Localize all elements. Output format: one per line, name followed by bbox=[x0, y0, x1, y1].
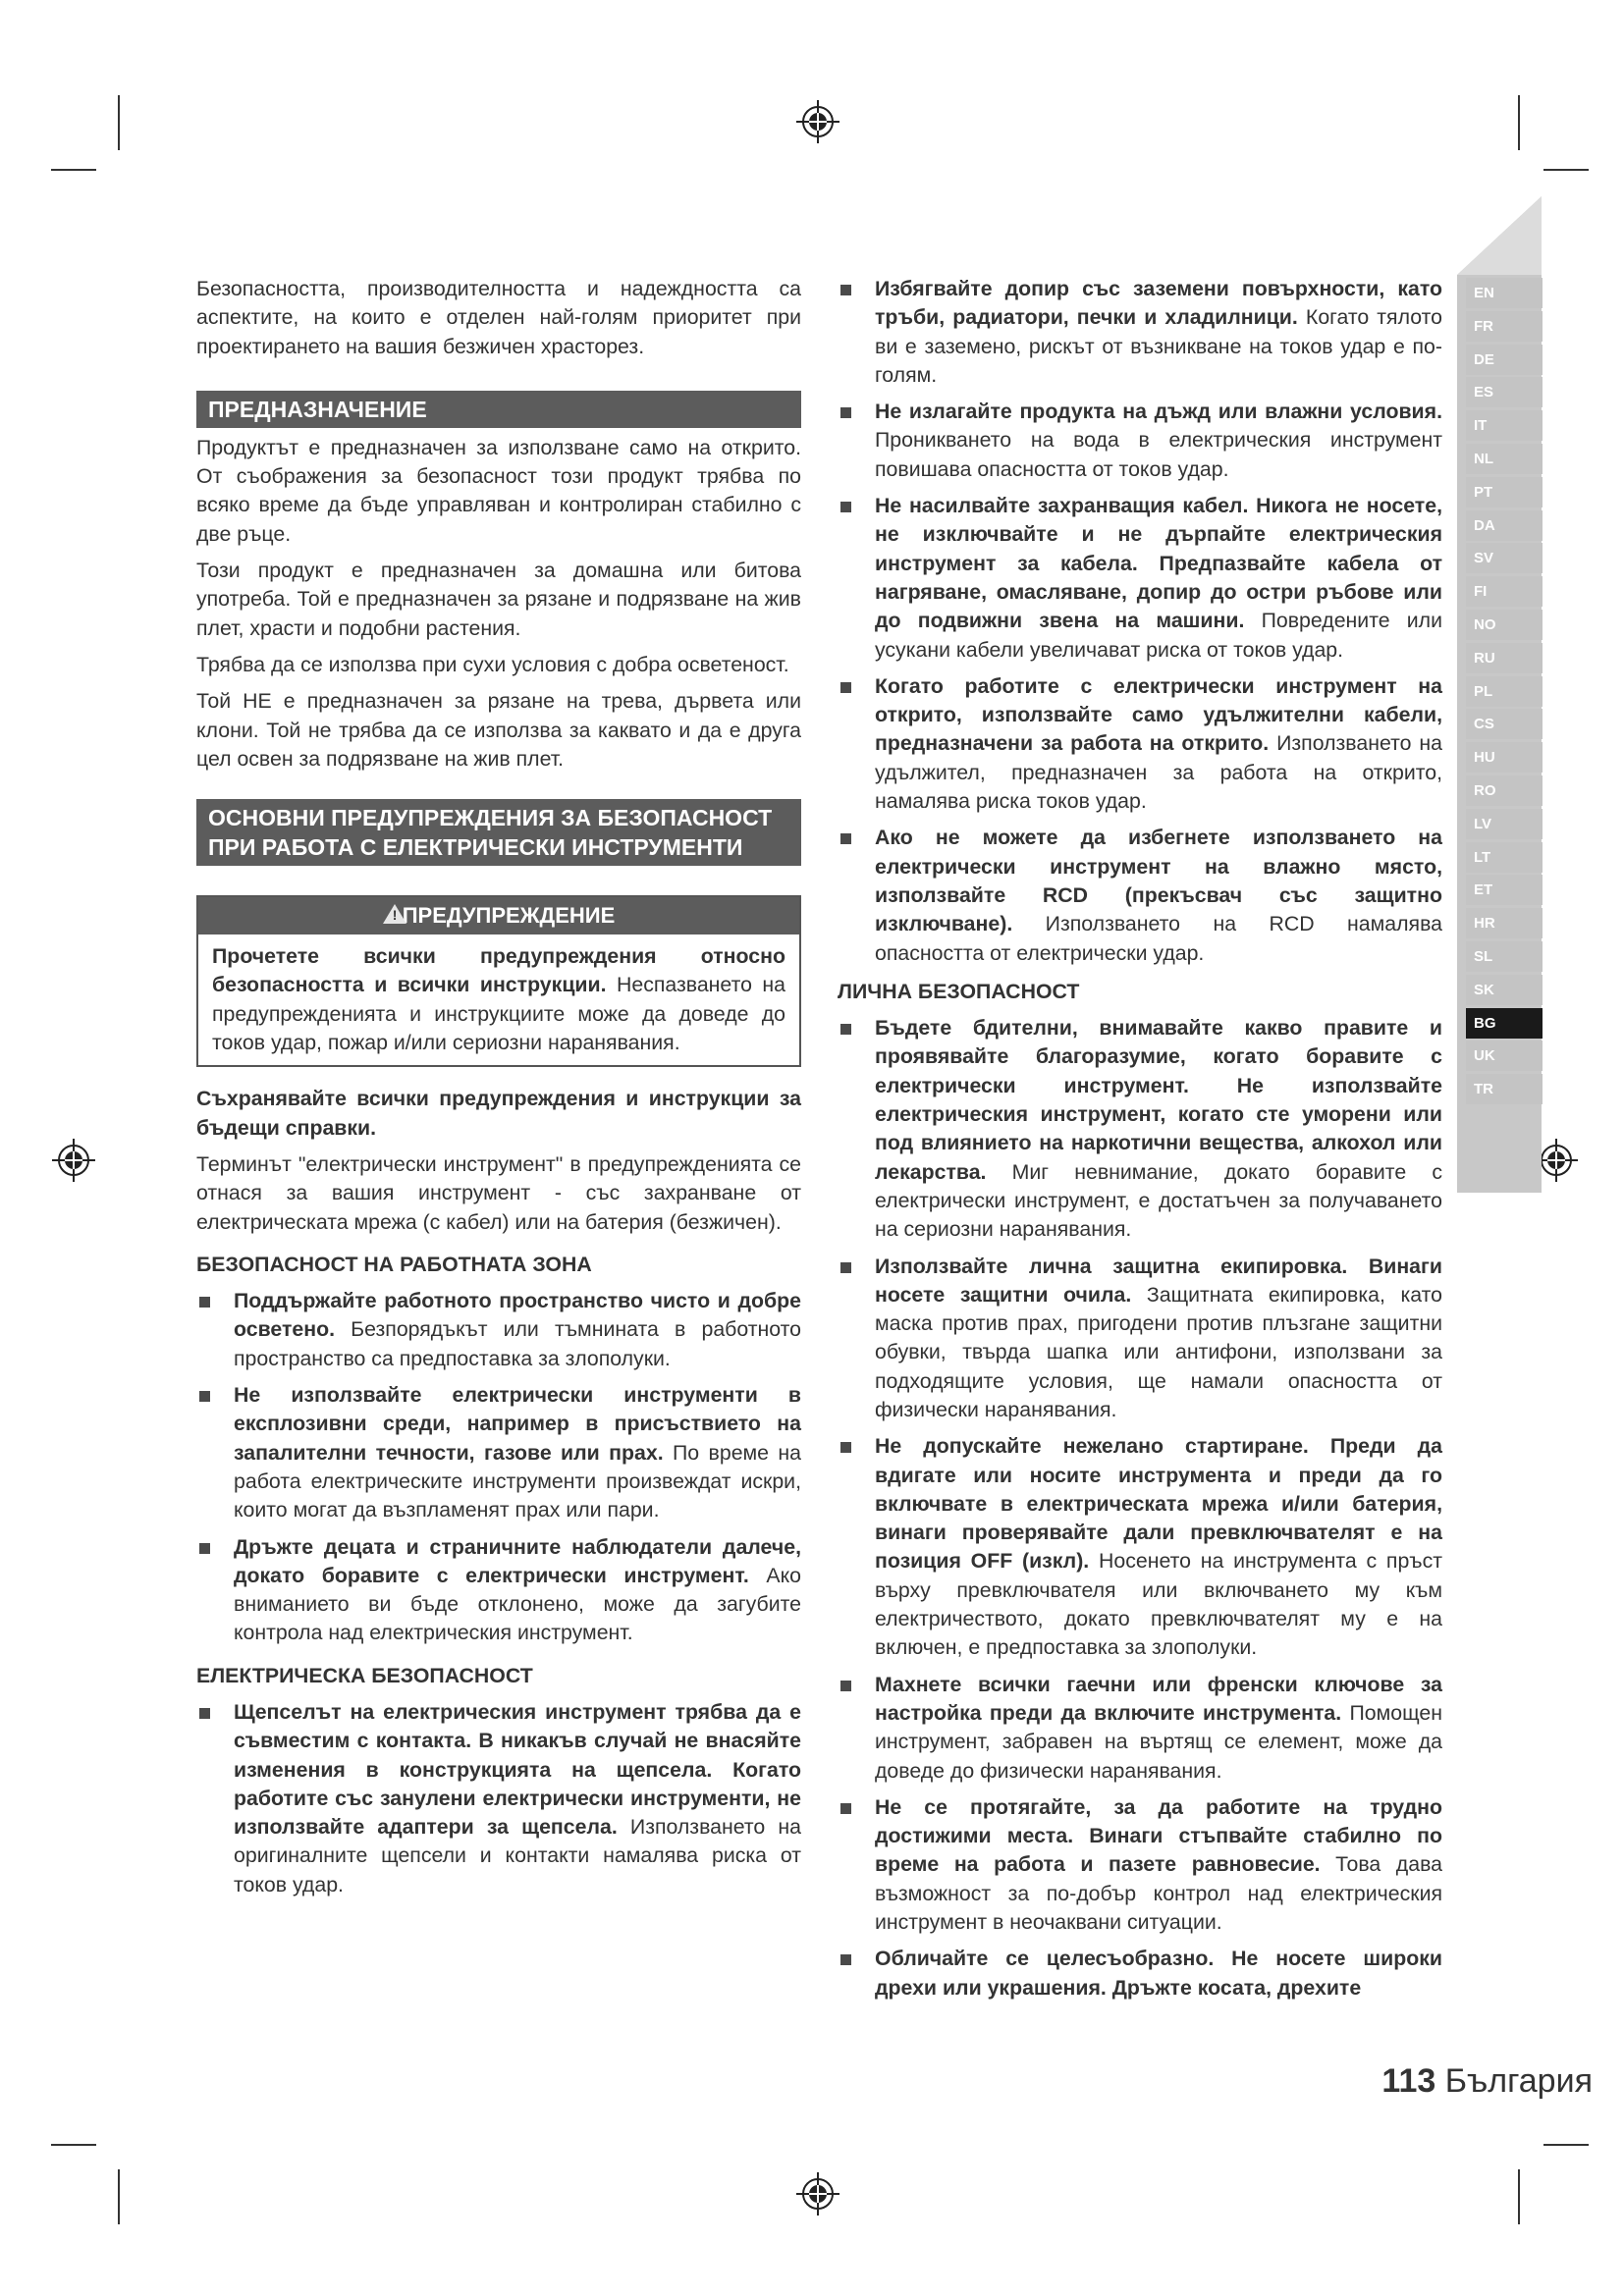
list-item-bold: Не се протягайте, за да работите на трудно достижими места. Винаги стъпвайте стабилно по време на работа и пазете равновесие. bbox=[875, 1794, 1442, 1877]
language-tab-lt: LT bbox=[1466, 842, 1543, 873]
list-item-text: Използването на оригиналните щепсели и контакти намалява риска от токов удар. bbox=[234, 1815, 801, 1896]
work-area-heading: БЕЗОПАСНОСТ НА РАБОТНАТА ЗОНА bbox=[196, 1252, 592, 1276]
electrical-heading: ЕЛЕКТРИЧЕСКА БЕЗОПАСНОСТ bbox=[196, 1663, 533, 1687]
footer-language: България bbox=[1444, 2062, 1593, 2100]
language-tab-fr: FR bbox=[1466, 311, 1543, 342]
save-instructions bbox=[196, 1085, 801, 1143]
list-item-bold: Когато работите с електрически инструмент на открито, използвайте само удължителни кабели, предназначени за работа на открито. bbox=[875, 673, 1442, 756]
list-item-text: Безпорядъкът или тъмнината в работното пространство са предпоставка за злополуки. bbox=[234, 1317, 801, 1370]
list-item-bold: Избягвайте допир със заземени повърхности, като тръби, радиатори, печки и хладилници. bbox=[875, 277, 1442, 330]
registration-mark-icon bbox=[796, 100, 839, 143]
language-tab-bg: BG bbox=[1466, 1008, 1543, 1039]
language-tab-cs: CS bbox=[1466, 709, 1543, 739]
warning-bold-text: Прочетете всички предупреждения относно безопасността и всички инструкции. bbox=[212, 944, 785, 997]
list-item-bold: Поддържайте работното пространство чисто и добре осветено. bbox=[234, 1289, 801, 1342]
list-item bbox=[196, 1698, 801, 1899]
list-item-bold: Не използвайте електрически инструменти в експлозивни среди, например в присъствието на запалителни течности, газове или прах. bbox=[234, 1383, 801, 1465]
language-tab-es: ES bbox=[1466, 377, 1543, 407]
language-tab-ru: RU bbox=[1466, 643, 1543, 673]
language-tab-nl: NL bbox=[1466, 444, 1543, 474]
page-footer bbox=[1381, 2062, 1593, 2101]
list-item-bold: Не насилвайте захранващия кабел. Никога не носете, не изключвайте и не дърпайте електрическия инструмент за кабела. Предпазвайте кабела от нагряване, омасляване, допир до остри ръбове или до подвижни звена на машини. bbox=[875, 494, 1442, 633]
list-item bbox=[838, 1671, 1442, 1786]
language-tab-tr: TR bbox=[1466, 1074, 1543, 1104]
right-column bbox=[838, 275, 1442, 2010]
crop-mark bbox=[1518, 2169, 1520, 2224]
left-column bbox=[196, 275, 801, 1907]
language-tab-sl: SL bbox=[1466, 941, 1543, 972]
crop-mark bbox=[1543, 2144, 1589, 2146]
warning-box-header bbox=[198, 897, 799, 934]
list-item-bold: Махнете всички гаечни или френски ключове за настройка преди да включите инструмента. bbox=[875, 1672, 1442, 1725]
list-item-bold: Ако не можете да избегнете използването на електрически инструмент на влажно място, използвайте RCD (прекъсвач със защитно изключване). bbox=[875, 826, 1442, 936]
general-warnings-heading bbox=[196, 799, 801, 866]
language-tab-sv: SV bbox=[1466, 543, 1543, 573]
list-item bbox=[838, 492, 1442, 665]
list-item-text: Използването на RCD намалява опасността от електрически удар. bbox=[875, 912, 1442, 965]
crop-mark bbox=[51, 2144, 96, 2146]
language-tab-hr: HR bbox=[1466, 908, 1543, 938]
list-item bbox=[838, 1432, 1442, 1662]
list-item-text: Използването на удължител, предназначен за работа на открито, намалява риска токов удар. bbox=[875, 731, 1442, 814]
crop-mark bbox=[118, 2169, 120, 2224]
list-item bbox=[838, 1014, 1442, 1244]
list-item-text: Помощен инструмент, забравен на въртящ се елемент, може да доведе до физически наранявания. bbox=[875, 1700, 1442, 1783]
list-item-text: Носенето на инструмента с пръст върху превключвателя или включването му към електричеството, докато превключвателят му е на включен, е предпоставка за злополуки. bbox=[875, 1549, 1442, 1660]
page-number: 113 bbox=[1381, 2062, 1436, 2100]
warning-text: Неспазването на предупрежденията и инструкциите може да доведе до токов удар, пожар и/или сериозни наранявания. bbox=[212, 973, 785, 1055]
list-item bbox=[838, 672, 1442, 816]
language-tab-et: ET bbox=[1466, 875, 1543, 905]
electrical-list bbox=[196, 1698, 801, 1899]
purpose-paragraph: Продуктът е предназначен за използване само на открито. От съображения за безопасност този продукт трябва по всяко време да бъде управляван и контролиран стабилно с две ръце. bbox=[196, 435, 801, 546]
language-tab-pl: PL bbox=[1466, 676, 1543, 707]
list-item-bold: Използвайте лична защитна екипировка. Винаги носете защитни очила. bbox=[875, 1254, 1442, 1307]
language-tab-uk: UK bbox=[1466, 1041, 1543, 1071]
crop-mark bbox=[1518, 95, 1520, 150]
language-tab-sk: SK bbox=[1466, 975, 1543, 1005]
language-tab-en: EN bbox=[1466, 278, 1543, 308]
purpose-heading: ПРЕДНАЗНАЧЕНИЕ bbox=[196, 391, 801, 428]
language-tab-it: IT bbox=[1466, 410, 1543, 441]
general-warnings-heading-line: ПРИ РАБОТА С ЕЛЕКТРИЧЕСКИ ИНСТРУМЕНТИ bbox=[208, 834, 743, 861]
electrical-list-continued bbox=[838, 275, 1442, 968]
crop-mark bbox=[118, 95, 120, 150]
registration-mark-icon bbox=[796, 2172, 839, 2216]
list-item-text: Защитната екипировка, като маска против прах, пригодени против плъзгане защитни обувки, твърда шапка или антифони, използвани за подходящите условия, ще намали опасността от физически наранявания. bbox=[875, 1282, 1442, 1421]
language-tab-da: DA bbox=[1466, 510, 1543, 541]
list-item-text: По време на работа електрическите инструменти произвеждат искри, които могат да възпламенят прах или пари. bbox=[234, 1440, 802, 1522]
list-item-bold: Не излагайте продукта на дъжд или влажни условия. bbox=[875, 400, 1442, 424]
language-tab-fi: FI bbox=[1466, 576, 1543, 607]
list-item-text: Ако вниманието ви бъде отклонено, може да загубите контрола над електрическия инструмент. bbox=[234, 1563, 801, 1645]
crop-mark bbox=[1543, 169, 1589, 171]
language-tab-pt: PT bbox=[1466, 477, 1543, 507]
warning-label: ПРЕДУПРЕЖДЕНИЕ bbox=[402, 903, 616, 929]
list-item-text: Когато тялото ви е заземено, рискът от възникване на токов удар е по-голям. bbox=[875, 305, 1442, 387]
crop-mark bbox=[51, 169, 96, 171]
list-item bbox=[838, 275, 1442, 390]
list-item-bold: Дръжте децата и страничните наблюдатели далече, докато боравите с електрически инструмент. bbox=[234, 1534, 801, 1587]
work-area-list bbox=[196, 1287, 801, 1648]
warning-triangle-icon: ! bbox=[383, 904, 406, 924]
list-item-bold: Не допускайте нежелано стартиране. Преди да вдигате или носите инструмента и преди да го включвате в електрическата мрежа и/или батерия, винаги проверявайте дали превключвателят е на позиция OFF (изкл). bbox=[875, 1434, 1442, 1574]
list-item bbox=[838, 1945, 1442, 2002]
save-instructions-text: Съхранявайте всички предупреждения и инструкции за бъдещи справки. bbox=[196, 1087, 801, 1140]
language-tab-hu: HU bbox=[1466, 742, 1543, 773]
warning-box-body bbox=[198, 934, 799, 1065]
list-item bbox=[196, 1533, 801, 1648]
language-tab-no: NO bbox=[1466, 610, 1543, 640]
list-item bbox=[838, 824, 1442, 967]
purpose-paragraph: Този продукт е предназначен за домашна или битова употреба. Той е предназначен за рязане и подрязване на жив плет, храсти и подобни растения. bbox=[196, 559, 801, 640]
purpose-paragraph: Той НЕ е предназначен за рязане на трева, дървета или клони. Той не трябва да се използва за каквато и да е друга цел освен за подрязване на жив плет. bbox=[196, 689, 801, 771]
list-item-text: Миг невнимание, докато боравите с електрически инструмент, е достатъчен за получаването на сериозни наранявания. bbox=[875, 1159, 1442, 1242]
general-warnings-heading-line: ОСНОВНИ ПРЕДУПРЕЖДЕНИЯ ЗА БЕЗОПАСНОСТ bbox=[208, 805, 773, 831]
list-item-text: Проникването на вода в електрическия инструмент повишава опасността от токов удар. bbox=[875, 428, 1442, 481]
registration-mark-icon bbox=[52, 1139, 95, 1182]
warning-box bbox=[196, 895, 801, 1067]
list-item-bold: Бъдете бдителни, внимавайте какво правите и проявявайте благоразумие, когато боравите с електрически инструмент. Не използвайте електрическия инструмент, когато сте уморени или под влиянието на наркотични вещества, алкохол или лекарства. bbox=[875, 1016, 1442, 1184]
list-item bbox=[838, 1793, 1442, 1937]
language-tab-lv: LV bbox=[1466, 809, 1543, 839]
personal-safety-list bbox=[838, 1014, 1442, 2002]
term-definition: Терминът "електрически инструмент" в предупрежденията се отнася за вашия инструмент - със захранване от електрическата мрежа (с кабел) или на батерия (безжичен). bbox=[196, 1151, 801, 1234]
list-item-bold: Обличайте се целесъобразно. Не носете широки дрехи или украшения. Дръжте косата, дрехите bbox=[875, 1947, 1442, 2000]
list-item-text: Това дава възможност за по-добър контрол над електрическия инструмент в неочаквани ситуации. bbox=[875, 1852, 1442, 1935]
list-item-text: Повредените или усукани кабели увеличават риска от токов удар. bbox=[875, 609, 1442, 662]
personal-safety-heading: ЛИЧНА БЕЗОПАСНОСТ bbox=[838, 979, 1080, 1003]
list-item bbox=[838, 398, 1442, 484]
list-item bbox=[196, 1287, 801, 1373]
language-tab-ro: RO bbox=[1466, 775, 1543, 806]
list-item-bold: Щепселът на електрическия инструмент трябва да е съвместим с контакта. В никакъв случай не внасяйте изменения в конструкцията на щепсела. Когато работите със занулени електрически инструменти, не използвайте адаптери за щепсела. bbox=[234, 1699, 801, 1840]
purpose-paragraph: Трябва да се използва при сухи условия с добра осветеност. bbox=[196, 652, 789, 676]
intro-paragraph: Безопасността, производителността и надеждността са аспектите, на които е отделен най-голям приоритет при проектирането на вашия безжичен храсторез. bbox=[196, 277, 801, 358]
language-tab-de: DE bbox=[1466, 345, 1543, 375]
list-item bbox=[838, 1253, 1442, 1425]
list-item bbox=[196, 1381, 801, 1524]
